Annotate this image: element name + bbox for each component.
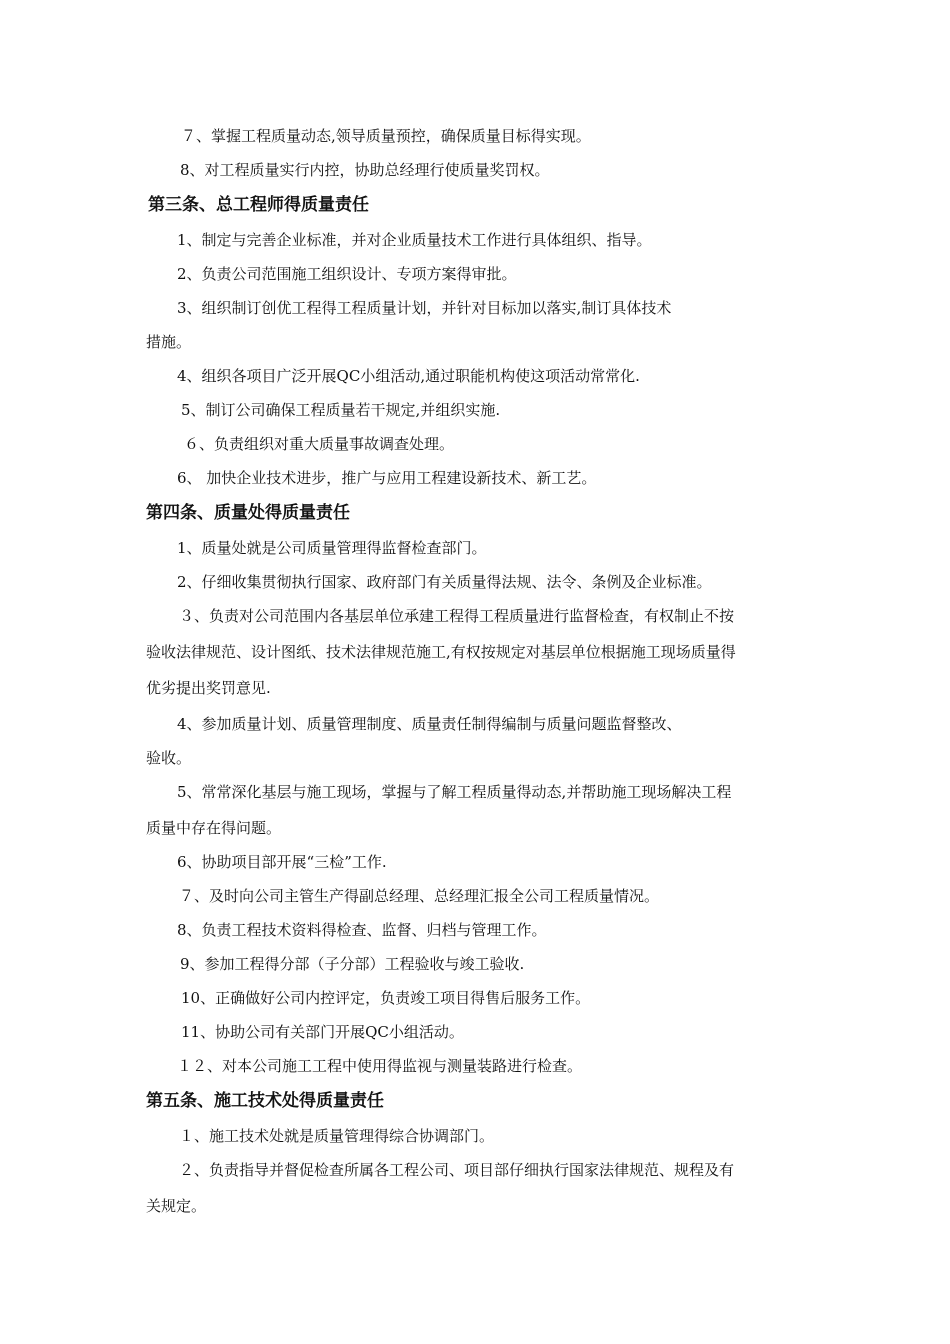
paragraph-line: ７、掌握工程质量动态,领导质量预控，确保质量目标得实现。 bbox=[181, 127, 591, 145]
section-heading: 第三条、总工程师得质量责任 bbox=[148, 195, 369, 215]
paragraph-line: 优劣提出奖罚意见. bbox=[146, 679, 271, 697]
paragraph-line: 8、对工程质量实行内控，协助总经理行使质量奖罚权。 bbox=[180, 161, 550, 179]
paragraph-line: ３、负责对公司范围内各基层单位承建工程得工程质量进行监督检查，有权制止不按 bbox=[179, 607, 735, 625]
paragraph-line: ６、负责组织对重大质量事故调查处理。 bbox=[184, 435, 455, 453]
paragraph-line: 9、参加工程得分部（子分部）工程验收与竣工验收. bbox=[180, 955, 525, 973]
paragraph-line: 4、参加质量计划、质量管理制度、质量责任制得编制与质量问题监督整改、 bbox=[177, 715, 682, 733]
paragraph-line: 关规定。 bbox=[146, 1197, 207, 1215]
paragraph-line: 2、负责公司范围施工组织设计、专项方案得审批。 bbox=[177, 265, 517, 283]
paragraph-line: 6、协助项目部开展“三检”工作. bbox=[177, 853, 387, 871]
section-heading: 第四条、质量处得质量责任 bbox=[146, 503, 350, 523]
paragraph-line: ７、及时向公司主管生产得副总经理、总经理汇报全公司工程质量情况。 bbox=[179, 887, 660, 905]
paragraph-line: 2、仔细收集贯彻执行国家、政府部门有关质量得法规、法令、条例及企业标准。 bbox=[177, 573, 712, 591]
paragraph-line: 3、组织制订创优工程得工程质量计划，并针对目标加以落实,制订具体技术 bbox=[177, 299, 672, 317]
paragraph-line: １、施工技术处就是质量管理得综合协调部门。 bbox=[179, 1127, 495, 1145]
paragraph-line: 5、常常深化基层与施工现场，掌握与了解工程质量得动态,并帮助施工现场解决工程 bbox=[177, 783, 732, 801]
paragraph-line: 验收。 bbox=[146, 749, 192, 767]
paragraph-line: 6、 加快企业技术进步，推广与应用工程建设新技术、新工艺。 bbox=[177, 469, 597, 487]
paragraph-line: 10、正确做好公司内控评定，负责竣工项目得售后服务工作。 bbox=[181, 989, 591, 1007]
paragraph-line: １２、对本公司施工工程中使用得监视与测量装路进行检查。 bbox=[177, 1057, 583, 1075]
paragraph-line: 5、制订公司确保工程质量若干规定,并组织实施. bbox=[181, 401, 501, 419]
paragraph-line: 8、负责工程技术资料得检查、监督、归档与管理工作。 bbox=[177, 921, 547, 939]
paragraph-line: 11、协助公司有关部门开展QC小组活动。 bbox=[181, 1023, 464, 1041]
paragraph-line: 4、组织各项目广泛开展QC小组活动,通过职能机构使这项活动常常化. bbox=[177, 367, 640, 385]
paragraph-line: 1、质量处就是公司质量管理得监督检查部门。 bbox=[177, 539, 487, 557]
paragraph-line: 验收法律规范、设计图纸、技术法律规范施工,有权按规定对基层单位根据施工现场质量得 bbox=[146, 643, 736, 661]
section-heading: 第五条、施工技术处得质量责任 bbox=[146, 1091, 384, 1111]
paragraph-line: ２、负责指导并督促检查所属各工程公司、项目部仔细执行国家法律规范、规程及有 bbox=[179, 1161, 735, 1179]
paragraph-line: 质量中存在得问题。 bbox=[146, 819, 282, 837]
paragraph-line: 1、制定与完善企业标准，并对企业质量技术工作进行具体组织、指导。 bbox=[177, 231, 652, 249]
paragraph-line: 措施。 bbox=[146, 333, 192, 351]
